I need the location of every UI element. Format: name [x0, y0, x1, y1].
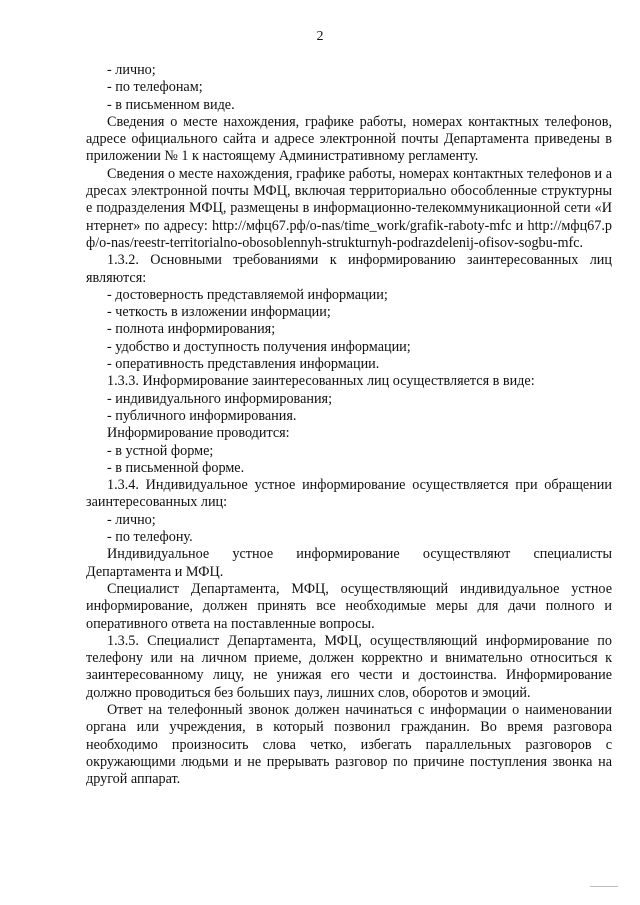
document-body: [86, 62, 612, 788]
paragraph: 1.3.2. Основными требованиями к информированию заинтересованных лиц являются:: [86, 252, 612, 286]
list-item: - удобство и доступность получения информации;: [107, 338, 411, 355]
paragraph: Сведения о месте нахождения, графике работы, номерах контактных телефонов и адресах электронной почты МФЦ, включая территориально обособленные структурные подразделения МФЦ, размещены в информационно-телекоммуникационной сети «Интернет» по адресу: http://мфц67.рф/o-nas/time_work/grafik-raboty-mfc и http://мфц67.рф/o-nas/reestr-territorialno-obosoblennyh-strukturnyh-podrazdelenij-ofisov-sogbu-mfc.: [86, 165, 612, 251]
paragraph: Ответ на телефонный звонок должен начинаться с информации о наименовании органа или учреждения, в который позвонил гражданин. Во время разговора необходимо произносить слова четко, избегать параллельных разговоров с окружающими людьми и не прерывать разговор по причине поступления звонка на другой аппарат.: [86, 701, 612, 788]
list-item: - по телефону.: [107, 529, 193, 546]
list-item: - лично;: [107, 62, 156, 78]
list-item: - лично;: [107, 511, 156, 528]
paragraph: 1.3.3. Информирование заинтересованных лиц осуществляется в виде:: [107, 373, 535, 390]
scan-mark: [590, 886, 618, 887]
list-item: - по телефонам;: [107, 79, 203, 96]
list-item: - в письменном виде.: [107, 96, 235, 113]
list-item: - достоверность представляемой информации;: [107, 286, 388, 303]
paragraph: 1.3.5. Специалист Департамента, МФЦ, осуществляющий информирование по телефону или на личном приеме, должен корректно и внимательно относиться к заинтересованному лицу, не унижая его чести и достоинства. Информирование должно проводиться без больших пауз, лишних слов, оборотов и эмоций.: [86, 632, 612, 701]
paragraph: Индивидуальное устное информирование осуществляют специалисты Департамента и МФЦ.: [86, 546, 612, 580]
list-item: - оперативность представления информации.: [107, 356, 380, 373]
page-number: 2: [316, 29, 324, 44]
paragraph: 1.3.4. Индивидуальное устное информирование осуществляется при обращении заинтересованных лиц:: [86, 477, 612, 511]
list-item: - публичного информирования.: [107, 407, 297, 424]
paragraph: Информирование проводится:: [107, 425, 290, 442]
paragraph: Специалист Департамента, МФЦ, осуществляющий индивидуальное устное информирование, должен принять все необходимые меры для дачи полного и оперативного ответа на поставленные вопросы.: [86, 580, 612, 632]
list-item: - в письменной форме.: [107, 459, 245, 476]
list-item: - индивидуального информирования;: [107, 390, 333, 407]
paragraph: Сведения о месте нахождения, графике работы, номерах контактных телефонов, адресе официального сайта и адресе электронной почты Департамента приведены в приложении № 1 к настоящему Административному регламенту.: [86, 113, 612, 165]
list-item: - четкость в изложении информации;: [107, 304, 331, 321]
list-item: - в устной форме;: [107, 442, 214, 459]
list-item: - полнота информирования;: [107, 321, 276, 338]
